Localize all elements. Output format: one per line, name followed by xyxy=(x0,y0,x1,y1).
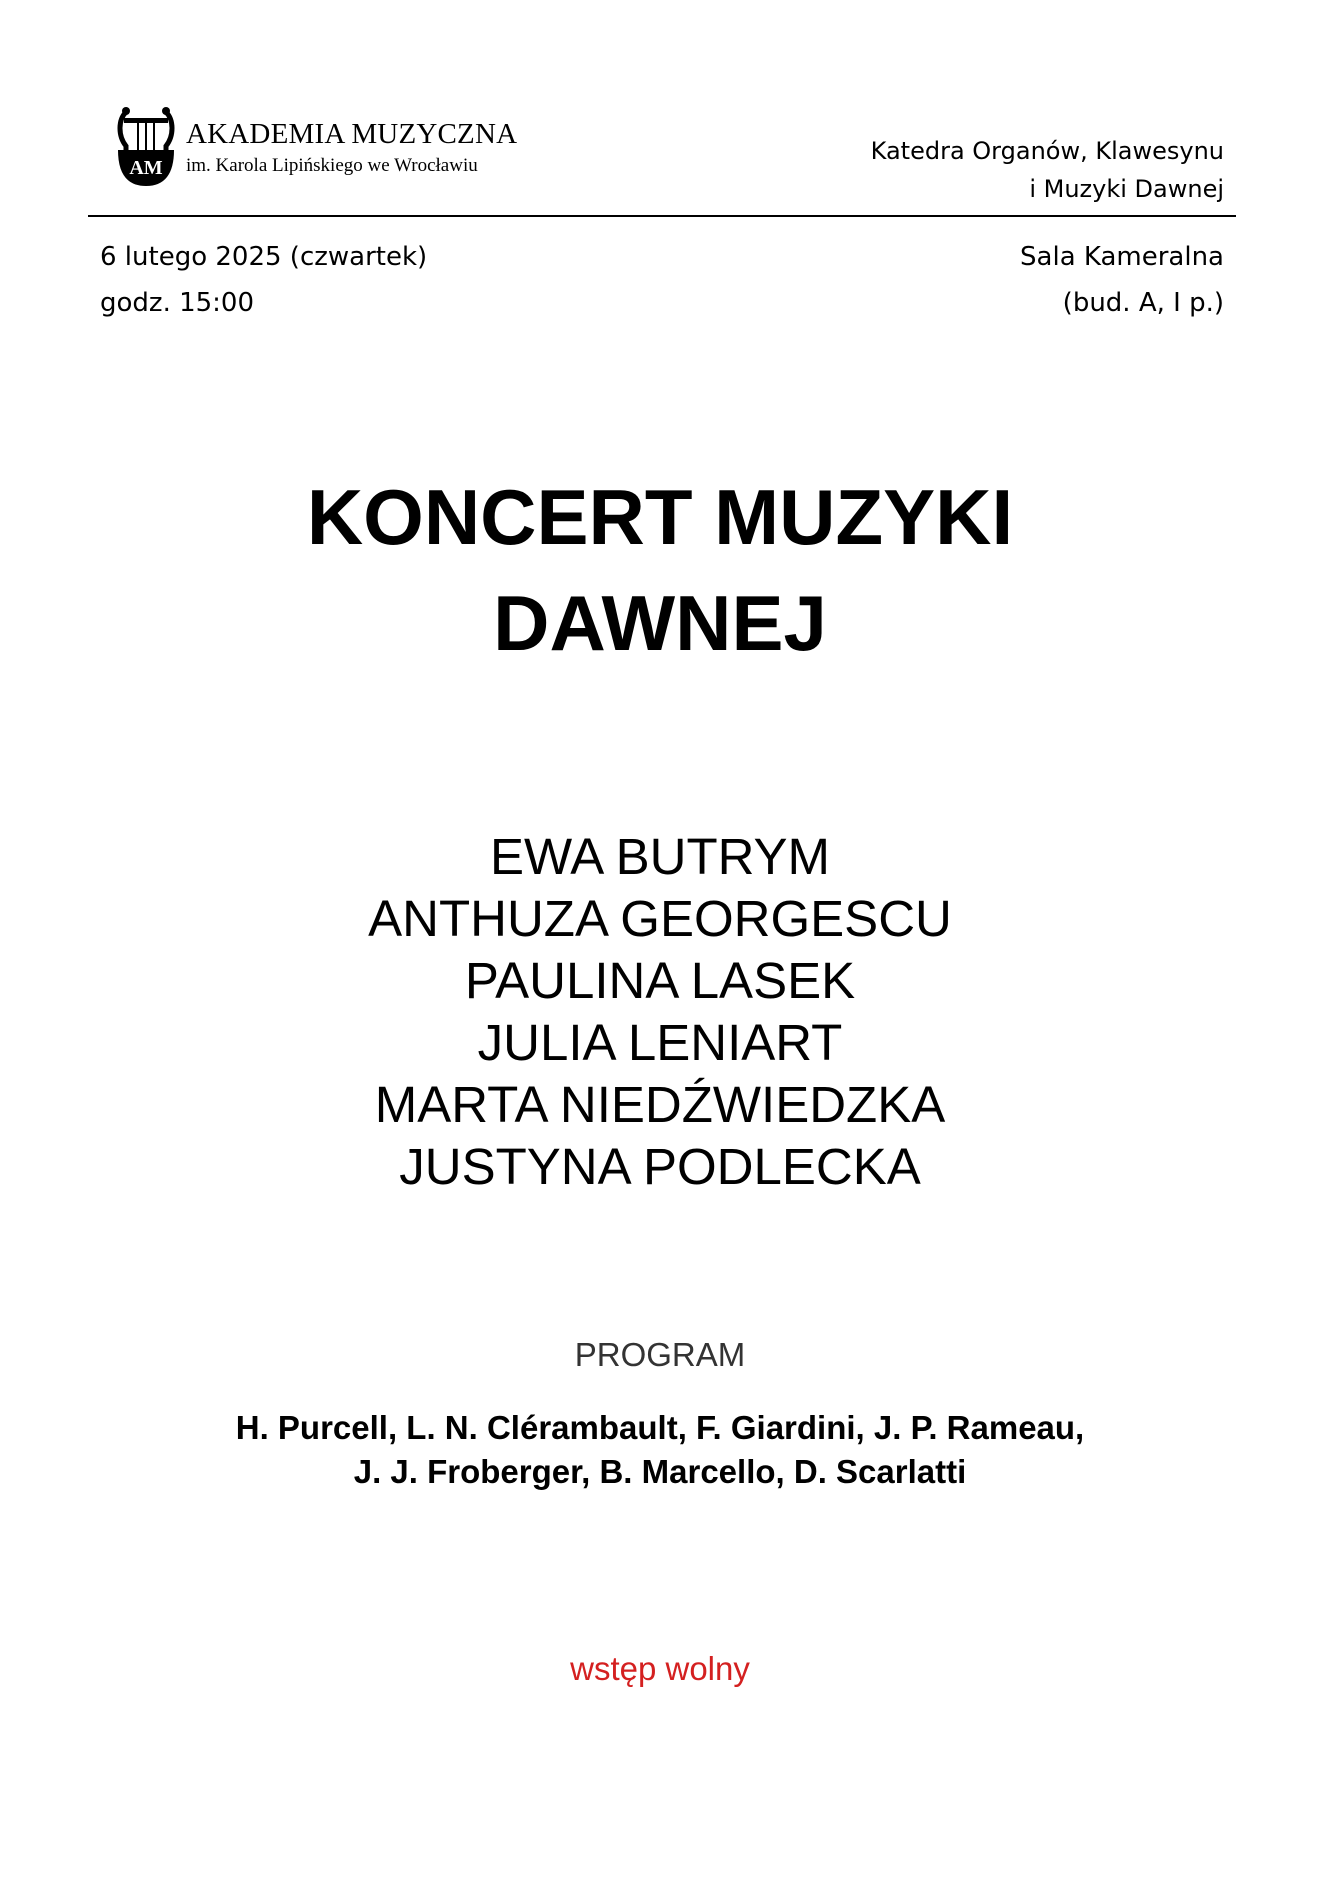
composers-line-1: H. Purcell, L. N. Clérambault, F. Giardini, J. P. Rameau, xyxy=(235,1409,1085,1446)
event-date: 6 lutego 2025 (czwartek) xyxy=(100,242,428,272)
performer-name: ANTHUZA GEORGESCU xyxy=(368,890,952,947)
program-heading: PROGRAM xyxy=(574,1336,746,1373)
event-venue xyxy=(1020,234,1224,326)
program-composers xyxy=(0,1406,1320,1494)
admission-note: wstęp wolny xyxy=(570,1650,750,1687)
logo-monogram: AM xyxy=(129,157,163,179)
venue-location: (bud. A, I p.) xyxy=(1062,288,1224,318)
department xyxy=(871,132,1224,208)
institution-subtitle: im. Karola Lipińskiego we Wrocławiu xyxy=(186,155,478,176)
performers-list xyxy=(0,826,1320,1198)
performer-name: MARTA NIEDŹWIEDZKA xyxy=(374,1076,946,1133)
performer-name: JUSTYNA PODLECKA xyxy=(399,1138,921,1195)
concert-title xyxy=(0,464,1320,676)
composers-line-2: J. J. Froberger, B. Marcello, D. Scarlatti xyxy=(353,1453,967,1490)
concert-title-line-1: KONCERT MUZYKI xyxy=(306,473,1014,561)
department-line-1: Katedra Organów, Klawesynu xyxy=(870,137,1224,165)
header-divider xyxy=(88,215,1236,217)
performer-name: PAULINA LASEK xyxy=(464,952,856,1009)
performer-name: JULIA LENIART xyxy=(477,1014,843,1071)
venue-name: Sala Kameralna xyxy=(1020,242,1224,272)
event-datetime xyxy=(100,234,427,326)
concert-title-line-2: DAWNEJ xyxy=(493,579,827,667)
lyre-logo-icon xyxy=(112,106,180,188)
performer-name: EWA BUTRYM xyxy=(489,828,831,885)
department-line-2: i Muzyki Dawnej xyxy=(1029,175,1224,203)
institution-name: AKADEMIA MUZYCZNA xyxy=(186,118,518,150)
event-time: godz. 15:00 xyxy=(100,288,255,318)
